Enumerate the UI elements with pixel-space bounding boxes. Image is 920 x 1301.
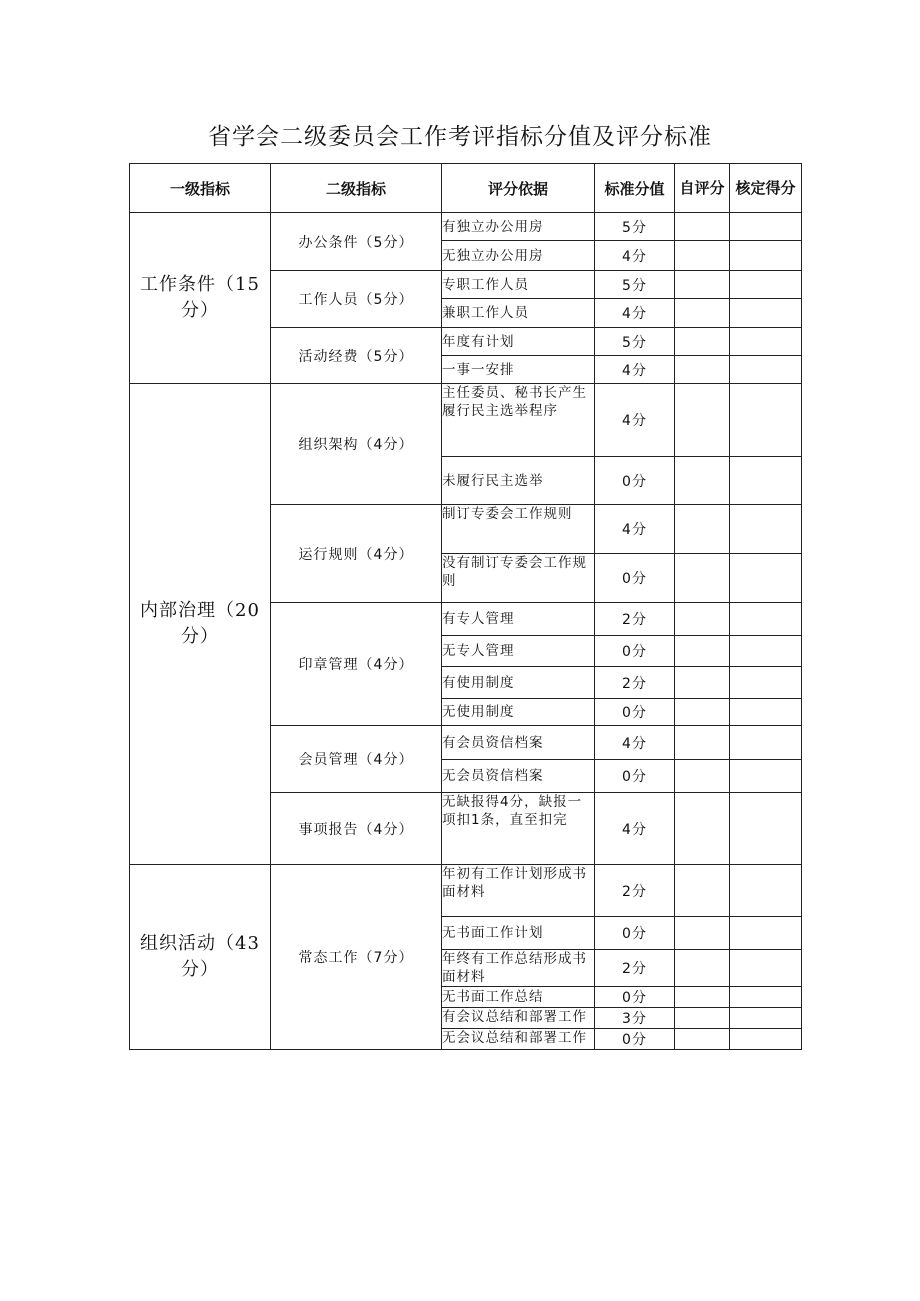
scoring-basis: 主任委员、秘书长产生履行民主选举程序: [442, 384, 595, 457]
level1-indicator: 内部治理（20分）: [130, 384, 271, 865]
scoring-basis: 无书面工作计划: [442, 917, 595, 950]
self-score-cell[interactable]: [675, 726, 730, 760]
level2-indicator: 活动经费（5分）: [271, 328, 442, 384]
level2-indicator: 工作人员（5分）: [271, 271, 442, 328]
level2-indicator: 组织架构（4分）: [271, 384, 442, 505]
standard-score: 0分: [595, 760, 675, 793]
self-score-cell[interactable]: [675, 241, 730, 271]
header-standard-score: 标准分值: [595, 164, 675, 213]
standard-score: 0分: [595, 987, 675, 1008]
verified-score-cell[interactable]: [730, 950, 802, 987]
header-level2: 二级指标: [271, 164, 442, 213]
verified-score-cell[interactable]: [730, 328, 802, 356]
standard-score: 4分: [595, 356, 675, 384]
self-score-cell[interactable]: [675, 793, 730, 865]
table-row: [130, 213, 802, 241]
standard-score: 4分: [595, 505, 675, 554]
scoring-basis: 无缺报得4分，缺报一项扣1条，直至扣完: [442, 793, 595, 865]
scoring-basis: 无独立办公用房: [442, 241, 595, 271]
scoring-basis: 没有制订专委会工作规则: [442, 554, 595, 603]
self-score-cell[interactable]: [675, 865, 730, 917]
header-verified-score: 核定得分: [730, 164, 802, 213]
scoring-basis: 无使用制度: [442, 699, 595, 726]
verified-score-cell[interactable]: [730, 793, 802, 865]
table-header-row: [130, 164, 802, 213]
scoring-basis: 无专人管理: [442, 636, 595, 667]
standard-score: 4分: [595, 241, 675, 271]
scoring-basis: 无会议总结和部署工作: [442, 1029, 595, 1050]
self-score-cell[interactable]: [675, 667, 730, 699]
level1-indicator: 工作条件（15分）: [130, 213, 271, 384]
verified-score-cell[interactable]: [730, 667, 802, 699]
verified-score-cell[interactable]: [730, 1029, 802, 1050]
self-score-cell[interactable]: [675, 457, 730, 505]
table-row: [130, 384, 802, 457]
level2-indicator: 常态工作（7分）: [271, 865, 442, 1050]
standard-score: 5分: [595, 271, 675, 299]
standard-score: 0分: [595, 457, 675, 505]
standard-score: 0分: [595, 1029, 675, 1050]
scoring-basis: 有专人管理: [442, 603, 595, 636]
header-level1: 一级指标: [130, 164, 271, 213]
scoring-basis: 年度有计划: [442, 328, 595, 356]
self-score-cell[interactable]: [675, 987, 730, 1008]
verified-score-cell[interactable]: [730, 271, 802, 299]
scoring-basis: 年初有工作计划形成书面材料: [442, 865, 595, 917]
level2-indicator: 印章管理（4分）: [271, 603, 442, 726]
standard-score: 0分: [595, 636, 675, 667]
standard-score: 4分: [595, 299, 675, 328]
page-title: 省学会二级委员会工作考评指标分值及评分标准: [208, 124, 712, 150]
scoring-basis: 兼职工作人员: [442, 299, 595, 328]
verified-score-cell[interactable]: [730, 726, 802, 760]
level2-indicator: 办公条件（5分）: [271, 213, 442, 271]
verified-score-cell[interactable]: [730, 603, 802, 636]
scoring-basis: 一事一安排: [442, 356, 595, 384]
standard-score: 3分: [595, 1008, 675, 1029]
scoring-basis: 制订专委会工作规则: [442, 505, 595, 554]
self-score-cell[interactable]: [675, 328, 730, 356]
level2-indicator: 会员管理（4分）: [271, 726, 442, 793]
scoring-basis: 未履行民主选举: [442, 457, 595, 505]
verified-score-cell[interactable]: [730, 699, 802, 726]
verified-score-cell[interactable]: [730, 299, 802, 328]
verified-score-cell[interactable]: [730, 384, 802, 457]
verified-score-cell[interactable]: [730, 356, 802, 384]
self-score-cell[interactable]: [675, 699, 730, 726]
scoring-basis: 专职工作人员: [442, 271, 595, 299]
standard-score: 0分: [595, 699, 675, 726]
self-score-cell[interactable]: [675, 554, 730, 603]
level2-indicator: 运行规则（4分）: [271, 505, 442, 603]
standard-score: 5分: [595, 213, 675, 241]
self-score-cell[interactable]: [675, 950, 730, 987]
verified-score-cell[interactable]: [730, 1008, 802, 1029]
scoring-basis: 无书面工作总结: [442, 987, 595, 1008]
scoring-basis: 有使用制度: [442, 667, 595, 699]
table-row: [130, 865, 802, 917]
verified-score-cell[interactable]: [730, 505, 802, 554]
self-score-cell[interactable]: [675, 505, 730, 554]
level1-indicator: 组织活动（43分）: [130, 865, 271, 1050]
level2-indicator: 事项报告（4分）: [271, 793, 442, 865]
standard-score: 2分: [595, 865, 675, 917]
self-score-cell[interactable]: [675, 760, 730, 793]
standard-score: 2分: [595, 950, 675, 987]
verified-score-cell[interactable]: [730, 865, 802, 917]
self-score-cell[interactable]: [675, 1029, 730, 1050]
self-score-cell[interactable]: [675, 213, 730, 241]
verified-score-cell[interactable]: [730, 760, 802, 793]
self-score-cell[interactable]: [675, 636, 730, 667]
standard-score: 4分: [595, 726, 675, 760]
verified-score-cell[interactable]: [730, 241, 802, 271]
verified-score-cell[interactable]: [730, 917, 802, 950]
standard-score: 2分: [595, 667, 675, 699]
standard-score: 4分: [595, 793, 675, 865]
verified-score-cell[interactable]: [730, 636, 802, 667]
header-basis: 评分依据: [442, 164, 595, 213]
verified-score-cell[interactable]: [730, 554, 802, 603]
standard-score: 2分: [595, 603, 675, 636]
self-score-cell[interactable]: [675, 1008, 730, 1029]
scoring-basis: 有会议总结和部署工作: [442, 1008, 595, 1029]
scoring-basis: 有独立办公用房: [442, 213, 595, 241]
self-score-cell[interactable]: [675, 917, 730, 950]
standard-score: 0分: [595, 554, 675, 603]
self-score-cell[interactable]: [675, 603, 730, 636]
self-score-cell[interactable]: [675, 271, 730, 299]
standard-score: 0分: [595, 917, 675, 950]
standard-score: 4分: [595, 384, 675, 457]
scoring-basis: 年终有工作总结形成书面材料: [442, 950, 595, 987]
verified-score-cell[interactable]: [730, 987, 802, 1008]
verified-score-cell[interactable]: [730, 457, 802, 505]
scoring-basis: 无会员资信档案: [442, 760, 595, 793]
self-score-cell[interactable]: [675, 356, 730, 384]
scoring-basis: 有会员资信档案: [442, 726, 595, 760]
verified-score-cell[interactable]: [730, 213, 802, 241]
self-score-cell[interactable]: [675, 299, 730, 328]
header-self-score: 自评分: [675, 164, 730, 213]
self-score-cell[interactable]: [675, 384, 730, 457]
scoring-table: [129, 163, 802, 1050]
standard-score: 5分: [595, 328, 675, 356]
